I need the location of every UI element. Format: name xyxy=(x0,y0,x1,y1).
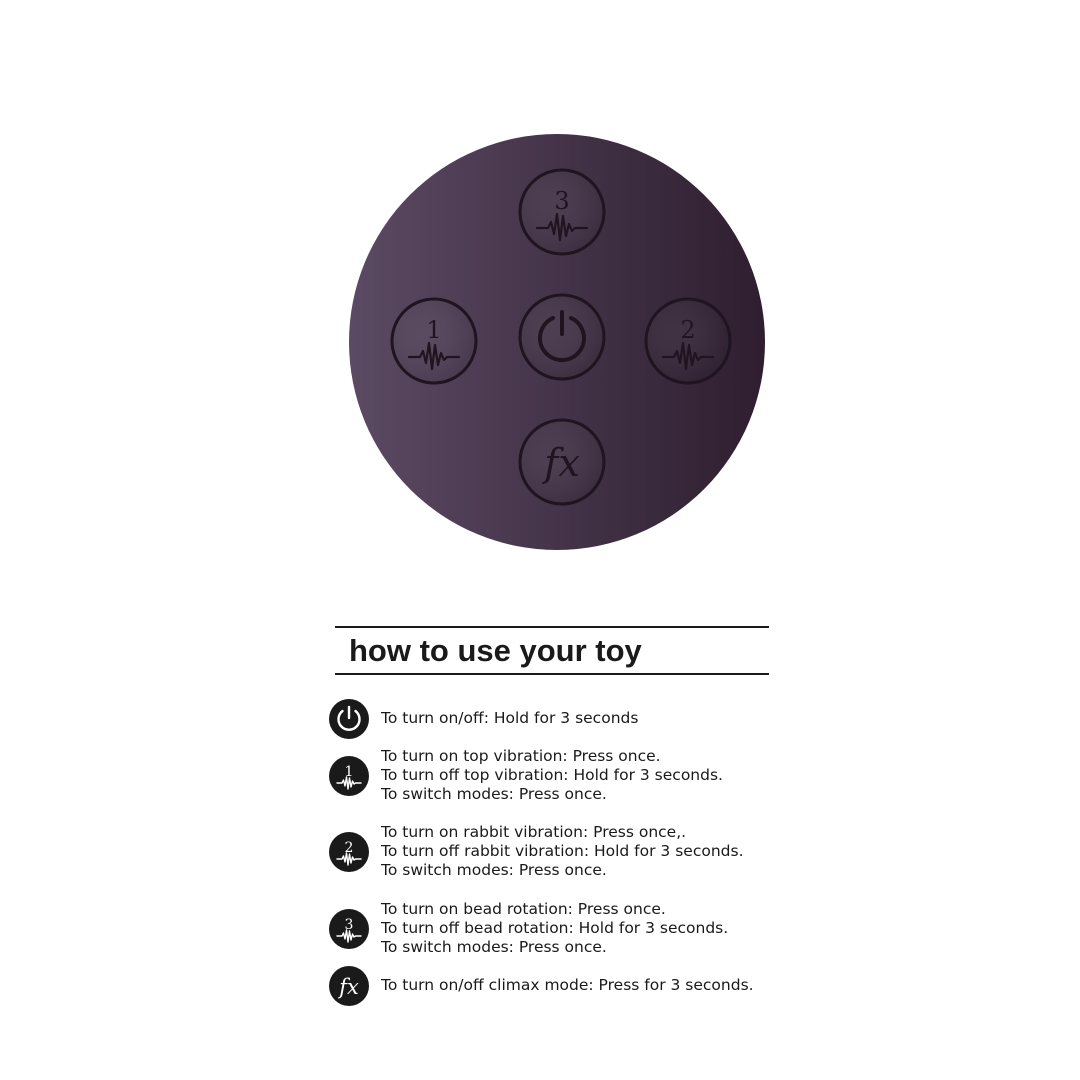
heading-rule-bottom xyxy=(335,673,769,675)
svg-text:fx: fx xyxy=(339,975,359,999)
instruction-line: To turn on/off climax mode: Press for 3 seconds. xyxy=(381,976,754,994)
button-fx[interactable] xyxy=(520,420,604,504)
power-icon xyxy=(328,698,370,740)
button-label-3: 3 xyxy=(554,187,570,215)
button-label-2: 2 xyxy=(680,316,696,344)
instruction-line: To switch modes: Press once. xyxy=(381,938,607,956)
instruction-line: To turn off bead rotation: Hold for 3 seconds. xyxy=(381,919,729,937)
svg-text:2: 2 xyxy=(344,840,354,856)
button-label-fx: fx xyxy=(544,441,580,485)
button-power[interactable] xyxy=(520,295,604,379)
instruction-line: To switch modes: Press once. xyxy=(381,785,607,803)
instruction-line: To turn off rabbit vibration: Hold for 3 seconds. xyxy=(381,842,744,860)
button-bead-rotation[interactable] xyxy=(520,170,604,254)
page-title: how to use your toy xyxy=(349,633,642,668)
button-rabbit-vibration[interactable] xyxy=(646,299,730,383)
vibration-1-icon xyxy=(328,755,370,797)
instruction-line: To turn on bead rotation: Press once. xyxy=(381,900,666,918)
fx-icon xyxy=(328,965,370,1007)
button-top-vibration[interactable] xyxy=(392,299,476,383)
instruction-line: To turn off top vibration: Hold for 3 seconds. xyxy=(381,766,723,784)
instruction-line: To switch modes: Press once. xyxy=(381,861,607,879)
heading-rule-top xyxy=(335,626,769,628)
instruction-line: To turn on/off: Hold for 3 seconds xyxy=(381,709,639,727)
button-label-1: 1 xyxy=(426,316,442,344)
vibration-3-icon xyxy=(328,908,370,950)
svg-text:1: 1 xyxy=(344,764,354,780)
svg-text:3: 3 xyxy=(344,917,354,933)
instruction-line: To turn on top vibration: Press once. xyxy=(381,747,661,765)
vibration-2-icon xyxy=(328,831,370,873)
instruction-line: To turn on rabbit vibration: Press once,. xyxy=(381,823,687,841)
